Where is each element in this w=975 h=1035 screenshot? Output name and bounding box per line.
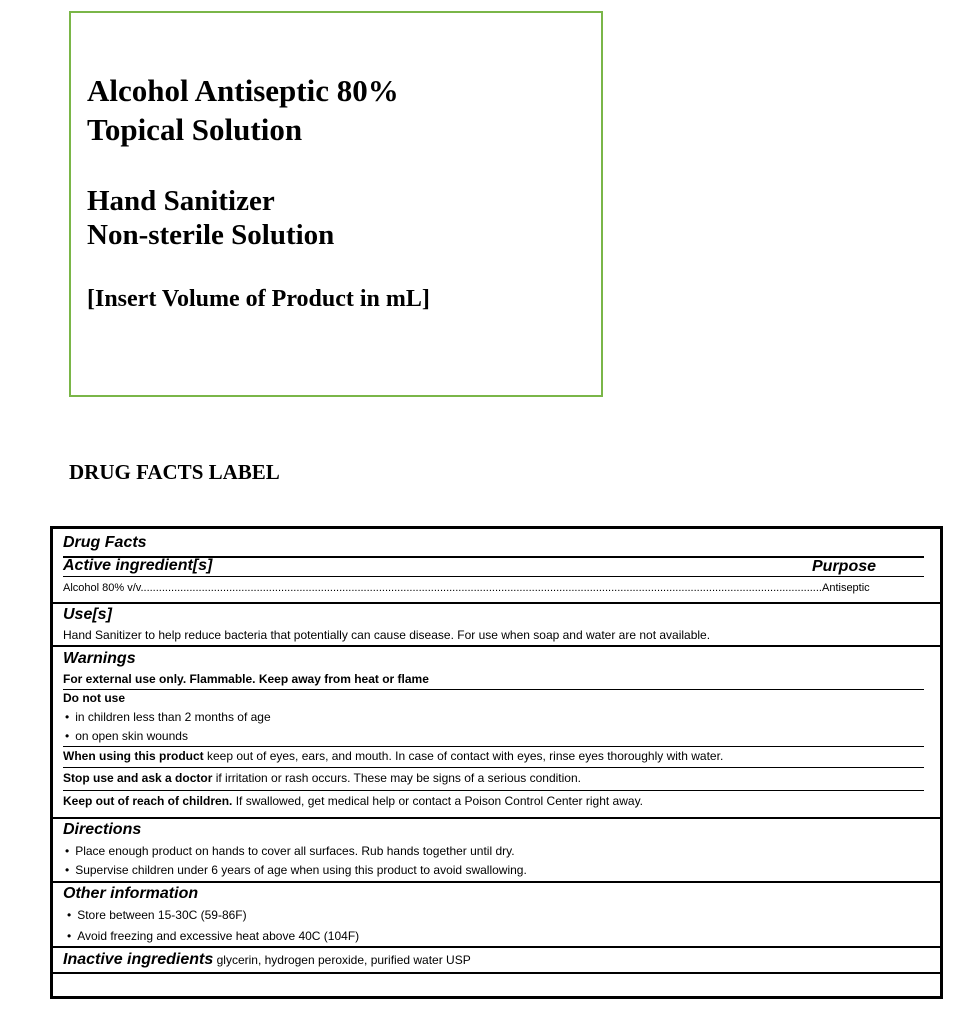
inactive-ingredients-section — [53, 946, 940, 974]
product-volume: [Insert Volume of Product in mL] — [87, 286, 430, 312]
do-not-use-item: • on open skin wounds — [65, 729, 188, 743]
warnings-divider-2 — [63, 746, 924, 747]
product-subtitle-line1: Hand Sanitizer — [87, 185, 275, 217]
keep-out-warning — [63, 794, 643, 808]
directions-item: • Supervise children under 6 years of age when using this product to avoid swallowing. — [65, 863, 527, 877]
directions-heading: Directions — [63, 821, 142, 838]
principal-display-panel — [69, 11, 603, 397]
inactive-ingredients-line — [63, 951, 471, 969]
empty-bottom-row — [53, 972, 940, 998]
warnings-divider-3 — [63, 767, 924, 768]
uses-text: Hand Sanitizer to help reduce bacteria that potentially can cause disease. For use when soap and water are not available. — [63, 628, 711, 642]
keep-out-label: Keep out of reach of children. — [63, 794, 233, 808]
warnings-divider-1 — [63, 689, 924, 690]
active-ingredient-purpose: Antiseptic — [821, 582, 870, 594]
uses-heading: Use[s] — [63, 606, 112, 623]
warnings-heading: Warnings — [63, 650, 136, 667]
inactive-ingredients-heading: Inactive ingredients — [63, 951, 214, 968]
keep-out-text: If swallowed, get medical help or contact a Poison Control Center right away. — [232, 794, 644, 808]
other-information-section — [53, 881, 940, 948]
drug-facts-panel — [50, 526, 943, 999]
product-title-line2: Topical Solution — [87, 112, 303, 147]
active-ingredients-section — [53, 529, 940, 603]
product-title-line1: Alcohol Antiseptic 80% — [87, 73, 399, 108]
active-ingredients-heading: Active ingredient[s] — [63, 557, 213, 574]
do-not-use-item: • in children less than 2 months of age — [65, 710, 271, 724]
drug-facts-label-heading: DRUG FACTS LABEL — [69, 460, 280, 484]
warning-external-use: For external use only. Flammable. Keep away from heat or flame — [63, 672, 429, 686]
directions-item: • Place enough product on hands to cover all surfaces. Rub hands together until dry. — [65, 844, 515, 858]
do-not-use-heading: Do not use — [63, 691, 125, 705]
when-using-warning — [63, 749, 723, 763]
other-information-item: • Avoid freezing and excessive heat above 40C (104F) — [67, 929, 359, 943]
when-using-text: keep out of eyes, ears, and mouth. In case of contact with eyes, rinse eyes thoroughly with water. — [203, 749, 724, 763]
when-using-label: When using this product — [63, 749, 204, 763]
active-divider — [63, 576, 924, 577]
leader-dots: ............................................................................................................................................................................................................................... — [140, 582, 822, 594]
directions-section — [53, 817, 940, 883]
active-ingredient-name: Alcohol 80% v/v — [63, 582, 141, 594]
warnings-divider-4 — [63, 790, 924, 791]
other-information-item: • Store between 15-30C (59-86F) — [67, 908, 247, 922]
active-ingredient-item — [63, 582, 870, 594]
purpose-heading: Purpose — [812, 558, 877, 575]
other-information-heading: Other information — [63, 885, 199, 902]
product-subtitle-line2: Non-sterile Solution — [87, 219, 335, 251]
inactive-ingredients-text: glycerin, hydrogen peroxide, purified water USP — [213, 953, 471, 967]
stop-use-label: Stop use and ask a doctor — [63, 771, 213, 785]
stop-use-text: if irritation or rash occurs. These may be signs of a serious condition. — [212, 771, 581, 785]
drug-facts-title: Drug Facts — [63, 534, 147, 551]
warnings-section — [53, 645, 940, 819]
stop-use-warning — [63, 771, 581, 785]
uses-section — [53, 602, 940, 647]
